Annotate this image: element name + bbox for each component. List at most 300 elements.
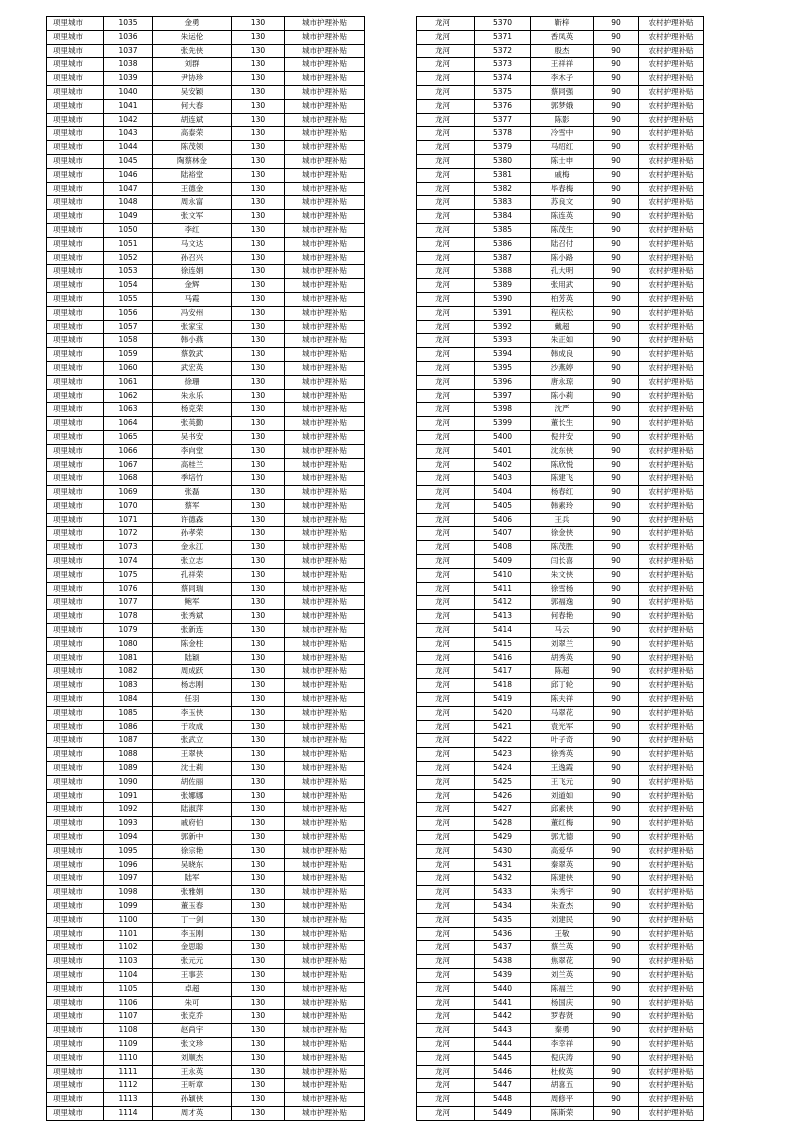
index-cell: 1077 xyxy=(104,596,153,610)
amount-cell: 90 xyxy=(594,223,639,237)
name-cell: 蔡军 xyxy=(153,499,232,513)
region-cell: 项里城市 xyxy=(47,72,104,86)
index-cell: 1072 xyxy=(104,527,153,541)
amount-cell: 90 xyxy=(594,555,639,569)
region-cell: 龙河 xyxy=(417,196,475,210)
table-row xyxy=(417,955,704,969)
name-cell: 陈建侠 xyxy=(531,872,594,886)
name-cell: 孔大明 xyxy=(531,265,594,279)
name-cell: 任羽 xyxy=(153,693,232,707)
index-cell: 5392 xyxy=(475,320,531,334)
region-cell: 项里城市 xyxy=(47,499,104,513)
category-cell: 城市护理补贴 xyxy=(285,651,365,665)
table-row xyxy=(47,803,365,817)
category-cell: 城市护理补贴 xyxy=(285,955,365,969)
region-cell: 项里城市 xyxy=(47,223,104,237)
amount-cell: 130 xyxy=(232,679,285,693)
amount-cell: 130 xyxy=(232,913,285,927)
amount-cell: 130 xyxy=(232,30,285,44)
index-cell: 5446 xyxy=(475,1065,531,1079)
region-cell: 项里城市 xyxy=(47,1106,104,1120)
category-cell: 农村护理补贴 xyxy=(639,320,704,334)
name-cell: 冷雪中 xyxy=(531,127,594,141)
region-cell: 项里城市 xyxy=(47,541,104,555)
name-cell: 李玉侠 xyxy=(153,706,232,720)
index-cell: 5440 xyxy=(475,982,531,996)
region-cell: 项里城市 xyxy=(47,1024,104,1038)
region-cell: 项里城市 xyxy=(47,265,104,279)
name-cell: 戚府伯 xyxy=(153,817,232,831)
region-cell: 龙河 xyxy=(417,1051,475,1065)
region-cell: 龙河 xyxy=(417,582,475,596)
amount-cell: 90 xyxy=(594,141,639,155)
index-cell: 5430 xyxy=(475,844,531,858)
table-row xyxy=(47,872,365,886)
name-cell: 金思聪 xyxy=(153,941,232,955)
index-cell: 1050 xyxy=(104,223,153,237)
table-row xyxy=(47,306,365,320)
category-cell: 城市护理补贴 xyxy=(285,30,365,44)
region-cell: 项里城市 xyxy=(47,389,104,403)
category-cell: 城市护理补贴 xyxy=(285,486,365,500)
amount-cell: 130 xyxy=(232,210,285,224)
table-row xyxy=(417,568,704,582)
name-cell: 张娜娜 xyxy=(153,789,232,803)
index-cell: 5370 xyxy=(475,17,531,31)
amount-cell: 90 xyxy=(594,168,639,182)
name-cell: 冯安州 xyxy=(153,306,232,320)
amount-cell: 130 xyxy=(232,513,285,527)
index-cell: 1094 xyxy=(104,831,153,845)
index-cell: 5429 xyxy=(475,831,531,845)
region-cell: 项里城市 xyxy=(47,844,104,858)
index-cell: 5393 xyxy=(475,334,531,348)
region-cell: 龙河 xyxy=(417,168,475,182)
amount-cell: 90 xyxy=(594,872,639,886)
index-cell: 5396 xyxy=(475,375,531,389)
index-cell: 5426 xyxy=(475,789,531,803)
table-row xyxy=(417,430,704,444)
region-cell: 项里城市 xyxy=(47,1010,104,1024)
table-row xyxy=(417,886,704,900)
index-cell: 1093 xyxy=(104,817,153,831)
table-row xyxy=(417,375,704,389)
category-cell: 农村护理补贴 xyxy=(639,762,704,776)
name-cell: 香凤英 xyxy=(531,30,594,44)
amount-cell: 130 xyxy=(232,955,285,969)
region-cell: 龙河 xyxy=(417,610,475,624)
index-cell: 5394 xyxy=(475,348,531,362)
region-cell: 龙河 xyxy=(417,417,475,431)
amount-cell: 90 xyxy=(594,58,639,72)
amount-cell: 90 xyxy=(594,265,639,279)
amount-cell: 130 xyxy=(232,72,285,86)
table-row xyxy=(417,900,704,914)
subsidy-table-left xyxy=(46,16,365,1121)
amount-cell: 90 xyxy=(594,789,639,803)
category-cell: 城市护理补贴 xyxy=(285,196,365,210)
region-cell: 项里城市 xyxy=(47,85,104,99)
name-cell: 王飞元 xyxy=(531,775,594,789)
table-row xyxy=(47,58,365,72)
region-cell: 项里城市 xyxy=(47,292,104,306)
index-cell: 1073 xyxy=(104,541,153,555)
table-row xyxy=(417,1093,704,1107)
amount-cell: 130 xyxy=(232,265,285,279)
region-cell: 项里城市 xyxy=(47,472,104,486)
category-cell: 农村护理补贴 xyxy=(639,1106,704,1120)
table-row xyxy=(417,762,704,776)
name-cell: 杨春红 xyxy=(531,486,594,500)
table-row xyxy=(417,720,704,734)
region-cell: 项里城市 xyxy=(47,334,104,348)
table-row xyxy=(417,292,704,306)
region-cell: 龙河 xyxy=(417,210,475,224)
amount-cell: 130 xyxy=(232,624,285,638)
amount-cell: 130 xyxy=(232,1079,285,1093)
name-cell: 李木子 xyxy=(531,72,594,86)
name-cell: 张克乔 xyxy=(153,1010,232,1024)
index-cell: 5386 xyxy=(475,237,531,251)
name-cell: 金勇 xyxy=(153,17,232,31)
table-row xyxy=(47,499,365,513)
table-row xyxy=(417,265,704,279)
region-cell: 龙河 xyxy=(417,541,475,555)
region-cell: 项里城市 xyxy=(47,748,104,762)
index-cell: 5432 xyxy=(475,872,531,886)
name-cell: 李向堂 xyxy=(153,444,232,458)
category-cell: 城市护理补贴 xyxy=(285,265,365,279)
category-cell: 城市护理补贴 xyxy=(285,223,365,237)
amount-cell: 90 xyxy=(594,568,639,582)
category-cell: 城市护理补贴 xyxy=(285,817,365,831)
amount-cell: 130 xyxy=(232,762,285,776)
index-cell: 5447 xyxy=(475,1079,531,1093)
region-cell: 项里城市 xyxy=(47,182,104,196)
table-row xyxy=(417,279,704,293)
category-cell: 农村护理补贴 xyxy=(639,748,704,762)
category-cell: 农村护理补贴 xyxy=(639,982,704,996)
amount-cell: 90 xyxy=(594,44,639,58)
index-cell: 1088 xyxy=(104,748,153,762)
index-cell: 5398 xyxy=(475,403,531,417)
table-row xyxy=(47,817,365,831)
category-cell: 城市护理补贴 xyxy=(285,568,365,582)
amount-cell: 90 xyxy=(594,1010,639,1024)
region-cell: 项里城市 xyxy=(47,196,104,210)
region-cell: 项里城市 xyxy=(47,706,104,720)
category-cell: 城市护理补贴 xyxy=(285,417,365,431)
index-cell: 5449 xyxy=(475,1106,531,1120)
table-row xyxy=(47,403,365,417)
name-cell: 韩成良 xyxy=(531,348,594,362)
amount-cell: 130 xyxy=(232,1093,285,1107)
table-row xyxy=(417,417,704,431)
category-cell: 城市护理补贴 xyxy=(285,582,365,596)
category-cell: 农村护理补贴 xyxy=(639,541,704,555)
category-cell: 农村护理补贴 xyxy=(639,334,704,348)
category-cell: 农村护理补贴 xyxy=(639,803,704,817)
table-row xyxy=(417,141,704,155)
name-cell: 朱文侠 xyxy=(531,568,594,582)
amount-cell: 130 xyxy=(232,279,285,293)
category-cell: 农村护理补贴 xyxy=(639,389,704,403)
region-cell: 龙河 xyxy=(417,306,475,320)
name-cell: 胡佐丽 xyxy=(153,775,232,789)
table-row xyxy=(417,17,704,31)
table-row xyxy=(417,582,704,596)
name-cell: 朱运伦 xyxy=(153,30,232,44)
name-cell: 沙燕婷 xyxy=(531,361,594,375)
name-cell: 陈茂胜 xyxy=(531,541,594,555)
amount-cell: 130 xyxy=(232,348,285,362)
table-row xyxy=(417,251,704,265)
index-cell: 1110 xyxy=(104,1051,153,1065)
category-cell: 城市护理补贴 xyxy=(285,927,365,941)
amount-cell: 130 xyxy=(232,306,285,320)
name-cell: 蔡敦武 xyxy=(153,348,232,362)
region-cell: 龙河 xyxy=(417,1010,475,1024)
table-row xyxy=(47,831,365,845)
category-cell: 城市护理补贴 xyxy=(285,17,365,31)
region-cell: 项里城市 xyxy=(47,789,104,803)
category-cell: 城市护理补贴 xyxy=(285,1010,365,1024)
amount-cell: 90 xyxy=(594,513,639,527)
name-cell: 叶子奇 xyxy=(531,734,594,748)
table-row xyxy=(417,472,704,486)
region-cell: 项里城市 xyxy=(47,582,104,596)
category-cell: 农村护理补贴 xyxy=(639,900,704,914)
region-cell: 项里城市 xyxy=(47,651,104,665)
index-cell: 5385 xyxy=(475,223,531,237)
amount-cell: 90 xyxy=(594,720,639,734)
region-cell: 项里城市 xyxy=(47,665,104,679)
table-row xyxy=(47,913,365,927)
amount-cell: 90 xyxy=(594,292,639,306)
index-cell: 1113 xyxy=(104,1093,153,1107)
region-cell: 龙河 xyxy=(417,458,475,472)
amount-cell: 130 xyxy=(232,292,285,306)
amount-cell: 130 xyxy=(232,44,285,58)
category-cell: 城市护理补贴 xyxy=(285,44,365,58)
category-cell: 城市护理补贴 xyxy=(285,389,365,403)
category-cell: 城市护理补贴 xyxy=(285,182,365,196)
table-row xyxy=(417,127,704,141)
name-cell: 陆淑萍 xyxy=(153,803,232,817)
region-cell: 龙河 xyxy=(417,968,475,982)
category-cell: 城市护理补贴 xyxy=(285,292,365,306)
category-cell: 农村护理补贴 xyxy=(639,734,704,748)
category-cell: 城市护理补贴 xyxy=(285,844,365,858)
name-cell: 朱查杰 xyxy=(531,900,594,914)
amount-cell: 130 xyxy=(232,417,285,431)
index-cell: 1080 xyxy=(104,637,153,651)
index-cell: 5417 xyxy=(475,665,531,679)
index-cell: 5414 xyxy=(475,624,531,638)
name-cell: 周成跃 xyxy=(153,665,232,679)
region-cell: 项里城市 xyxy=(47,320,104,334)
region-cell: 龙河 xyxy=(417,113,475,127)
name-cell: 金永江 xyxy=(153,541,232,555)
index-cell: 1053 xyxy=(104,265,153,279)
table-row xyxy=(47,982,365,996)
region-cell: 龙河 xyxy=(417,265,475,279)
name-cell: 吴书安 xyxy=(153,430,232,444)
category-cell: 农村护理补贴 xyxy=(639,1093,704,1107)
name-cell: 张文珍 xyxy=(153,1037,232,1051)
table-row xyxy=(417,1065,704,1079)
amount-cell: 130 xyxy=(232,872,285,886)
category-cell: 城市护理补贴 xyxy=(285,913,365,927)
index-cell: 5402 xyxy=(475,458,531,472)
amount-cell: 130 xyxy=(232,85,285,99)
index-cell: 1035 xyxy=(104,17,153,31)
amount-cell: 90 xyxy=(594,389,639,403)
index-cell: 5391 xyxy=(475,306,531,320)
index-cell: 5445 xyxy=(475,1051,531,1065)
region-cell: 龙河 xyxy=(417,734,475,748)
region-cell: 龙河 xyxy=(417,955,475,969)
amount-cell: 130 xyxy=(232,458,285,472)
index-cell: 5371 xyxy=(475,30,531,44)
amount-cell: 90 xyxy=(594,499,639,513)
region-cell: 项里城市 xyxy=(47,127,104,141)
region-cell: 项里城市 xyxy=(47,1093,104,1107)
category-cell: 农村护理补贴 xyxy=(639,99,704,113)
table-row xyxy=(47,762,365,776)
amount-cell: 130 xyxy=(232,1037,285,1051)
category-cell: 农村护理补贴 xyxy=(639,279,704,293)
category-cell: 农村护理补贴 xyxy=(639,679,704,693)
category-cell: 农村护理补贴 xyxy=(639,306,704,320)
name-cell: 马翠花 xyxy=(531,706,594,720)
name-cell: 苏良文 xyxy=(531,196,594,210)
region-cell: 龙河 xyxy=(417,154,475,168)
name-cell: 马霞 xyxy=(153,292,232,306)
table-row xyxy=(417,775,704,789)
amount-cell: 90 xyxy=(594,127,639,141)
amount-cell: 130 xyxy=(232,665,285,679)
table-row xyxy=(47,637,365,651)
name-cell: 杨国庆 xyxy=(531,996,594,1010)
category-cell: 城市护理补贴 xyxy=(285,127,365,141)
region-cell: 龙河 xyxy=(417,403,475,417)
name-cell: 刘兰英 xyxy=(531,968,594,982)
region-cell: 龙河 xyxy=(417,555,475,569)
category-cell: 农村护理补贴 xyxy=(639,72,704,86)
table-row xyxy=(47,113,365,127)
table-row xyxy=(417,72,704,86)
name-cell: 胡连斌 xyxy=(153,113,232,127)
amount-cell: 130 xyxy=(232,334,285,348)
index-cell: 1111 xyxy=(104,1065,153,1079)
table-row xyxy=(47,375,365,389)
table-row xyxy=(47,1079,365,1093)
name-cell: 程庆松 xyxy=(531,306,594,320)
index-cell: 1070 xyxy=(104,499,153,513)
name-cell: 倪庆涛 xyxy=(531,1051,594,1065)
name-cell: 张新连 xyxy=(153,624,232,638)
amount-cell: 90 xyxy=(594,541,639,555)
index-cell: 1067 xyxy=(104,458,153,472)
category-cell: 城市护理补贴 xyxy=(285,982,365,996)
amount-cell: 90 xyxy=(594,582,639,596)
amount-cell: 130 xyxy=(232,237,285,251)
index-cell: 5388 xyxy=(475,265,531,279)
region-cell: 项里城市 xyxy=(47,44,104,58)
table-row xyxy=(47,1093,365,1107)
region-cell: 项里城市 xyxy=(47,527,104,541)
index-cell: 5438 xyxy=(475,955,531,969)
category-cell: 城市护理补贴 xyxy=(285,610,365,624)
region-cell: 项里城市 xyxy=(47,361,104,375)
name-cell: 董红梅 xyxy=(531,817,594,831)
region-cell: 龙河 xyxy=(417,831,475,845)
index-cell: 5378 xyxy=(475,127,531,141)
table-row xyxy=(417,734,704,748)
index-cell: 1039 xyxy=(104,72,153,86)
table-row xyxy=(47,596,365,610)
name-cell: 邱素侠 xyxy=(531,803,594,817)
region-cell: 龙河 xyxy=(417,30,475,44)
index-cell: 5425 xyxy=(475,775,531,789)
table-row xyxy=(47,555,365,569)
category-cell: 农村护理补贴 xyxy=(639,361,704,375)
region-cell: 项里城市 xyxy=(47,968,104,982)
category-cell: 城市护理补贴 xyxy=(285,665,365,679)
index-cell: 1046 xyxy=(104,168,153,182)
region-cell: 龙河 xyxy=(417,1024,475,1038)
table-row xyxy=(417,486,704,500)
table-row xyxy=(47,1010,365,1024)
category-cell: 农村护理补贴 xyxy=(639,1051,704,1065)
region-cell: 龙河 xyxy=(417,748,475,762)
index-cell: 5419 xyxy=(475,693,531,707)
index-cell: 1090 xyxy=(104,775,153,789)
index-cell: 1087 xyxy=(104,734,153,748)
category-cell: 农村护理补贴 xyxy=(639,182,704,196)
category-cell: 城市护理补贴 xyxy=(285,706,365,720)
name-cell: 朱正如 xyxy=(531,334,594,348)
amount-cell: 130 xyxy=(232,706,285,720)
table-row xyxy=(47,624,365,638)
amount-cell: 130 xyxy=(232,99,285,113)
table-row xyxy=(417,154,704,168)
table-row xyxy=(417,444,704,458)
index-cell: 5403 xyxy=(475,472,531,486)
amount-cell: 130 xyxy=(232,996,285,1010)
table-row xyxy=(47,265,365,279)
index-cell: 1108 xyxy=(104,1024,153,1038)
index-cell: 5421 xyxy=(475,720,531,734)
index-cell: 1084 xyxy=(104,693,153,707)
category-cell: 城市护理补贴 xyxy=(285,279,365,293)
region-cell: 龙河 xyxy=(417,334,475,348)
table-row xyxy=(417,789,704,803)
category-cell: 城市护理补贴 xyxy=(285,1024,365,1038)
index-cell: 5413 xyxy=(475,610,531,624)
index-cell: 1098 xyxy=(104,886,153,900)
amount-cell: 90 xyxy=(594,748,639,762)
name-cell: 刘翠兰 xyxy=(531,637,594,651)
name-cell: 陈士申 xyxy=(531,154,594,168)
name-cell: 丁一剑 xyxy=(153,913,232,927)
index-cell: 1095 xyxy=(104,844,153,858)
index-cell: 1099 xyxy=(104,900,153,914)
table-row xyxy=(47,996,365,1010)
index-cell: 1041 xyxy=(104,99,153,113)
category-cell: 城市护理补贴 xyxy=(285,1106,365,1120)
